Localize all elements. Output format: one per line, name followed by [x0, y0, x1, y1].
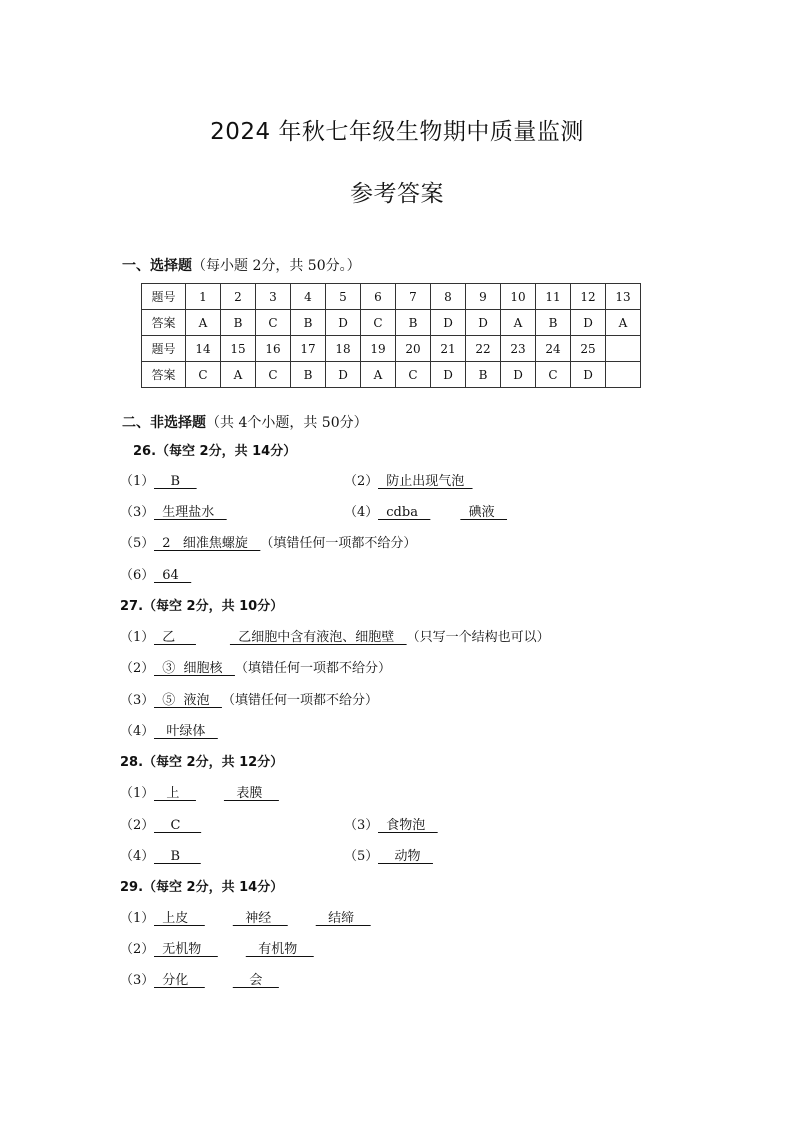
- q28-answer-2: [120, 814, 201, 833]
- section-2-note: （共 4个小题，共 50分）: [206, 415, 368, 431]
- item-number: （3）: [120, 973, 155, 988]
- item-number: （3）: [120, 693, 155, 708]
- section-1-heading: [122, 255, 361, 275]
- answer-blank: 上: [154, 786, 196, 801]
- q29-answer-2: [120, 938, 314, 957]
- table-cell: B: [291, 310, 326, 336]
- q26-heading: 26.（每空 2分，共 14分）: [133, 444, 297, 459]
- item-number: （2）: [120, 818, 155, 833]
- section-1-note: （每小题 2分，共 50分。）: [192, 258, 361, 274]
- answer-blank: 会: [232, 973, 279, 988]
- table-row: [142, 336, 641, 362]
- item-number: （1）: [120, 630, 155, 645]
- table-row: [142, 362, 641, 388]
- item-number: （1）: [120, 911, 155, 926]
- item-number: （2）: [120, 661, 155, 676]
- section-2-heading: [122, 412, 368, 432]
- table-cell: 13: [606, 284, 641, 310]
- answer-blank: 叶绿体: [154, 724, 218, 739]
- table-cell: [606, 362, 641, 388]
- q29-answer-1: [120, 907, 371, 926]
- answer-blank: C: [154, 818, 202, 833]
- table-cell: 14: [186, 336, 221, 362]
- answer-blank: B: [154, 474, 197, 489]
- table-cell: A: [501, 310, 536, 336]
- table-cell: 5: [326, 284, 361, 310]
- answer-blank: 防止出现气泡: [378, 474, 473, 489]
- item-number: （2）: [344, 474, 379, 489]
- answer-note: （填错任何一项都不给分）: [221, 693, 378, 708]
- answer-blank: 神经: [232, 911, 288, 926]
- table-cell: D: [571, 362, 606, 388]
- table-cell: D: [326, 310, 361, 336]
- table-header-cell: 题号: [142, 336, 186, 362]
- table-cell: D: [326, 362, 361, 388]
- table-cell: B: [291, 362, 326, 388]
- table-cell: 24: [536, 336, 571, 362]
- answer-blank: 无机物: [154, 942, 218, 957]
- q27-answer-3: [120, 689, 378, 708]
- table-cell: 16: [256, 336, 291, 362]
- table-row: [142, 310, 641, 336]
- table-cell: 2: [221, 284, 256, 310]
- item-number: （2）: [120, 942, 155, 957]
- q26-answer-6: [120, 564, 191, 583]
- answer-note: （填错任何一项都不给分）: [260, 536, 417, 551]
- q28-answer-4: [120, 845, 201, 864]
- page-title: 2024 年秋七年级生物期中质量监测: [210, 119, 584, 145]
- table-cell: A: [186, 310, 221, 336]
- item-number: （1）: [120, 786, 155, 801]
- section-1-title: 一、选择题: [122, 258, 192, 274]
- q28-answer-5: [344, 845, 433, 864]
- q27-answer-2: [120, 657, 391, 676]
- answer-blank: 表膜: [223, 786, 279, 801]
- table-cell: C: [396, 362, 431, 388]
- answer-blank: 64: [154, 568, 192, 583]
- table-cell: C: [186, 362, 221, 388]
- table-cell: 10: [501, 284, 536, 310]
- table-cell: 12: [571, 284, 606, 310]
- table-cell: 3: [256, 284, 291, 310]
- table-header-cell: 答案: [142, 362, 186, 388]
- table-cell: C: [361, 310, 396, 336]
- answer-blank: 2 细准焦螺旋: [154, 536, 261, 551]
- table-cell: 17: [291, 336, 326, 362]
- answer-blank: 碘液: [460, 505, 508, 520]
- table-cell: 9: [466, 284, 501, 310]
- table-header-cell: 答案: [142, 310, 186, 336]
- item-number: （3）: [344, 818, 379, 833]
- table-cell: 8: [431, 284, 466, 310]
- table-row: [142, 284, 641, 310]
- table-cell: 1: [186, 284, 221, 310]
- item-number: （5）: [120, 536, 155, 551]
- table-cell: 19: [361, 336, 396, 362]
- table-cell: [606, 336, 641, 362]
- q28-answer-1: [120, 782, 279, 801]
- table-cell: D: [466, 310, 501, 336]
- table-cell: B: [466, 362, 501, 388]
- q29-heading: 29.（每空 2分，共 14分）: [120, 880, 284, 895]
- item-number: （3）: [120, 505, 155, 520]
- answer-blank: B: [154, 849, 201, 864]
- q28-answer-3: [344, 814, 438, 833]
- table-cell: 22: [466, 336, 501, 362]
- table-cell: 15: [221, 336, 256, 362]
- q26-answer-5: [120, 532, 416, 551]
- table-cell: 6: [361, 284, 396, 310]
- item-number: （1）: [120, 474, 155, 489]
- table-cell: 25: [571, 336, 606, 362]
- table-cell: C: [536, 362, 571, 388]
- answer-blank: 动物: [378, 849, 433, 864]
- answer-note: （填错任何一项都不给分）: [234, 661, 391, 676]
- answer-blank: 有机物: [245, 942, 314, 957]
- table-cell: B: [396, 310, 431, 336]
- table-cell: D: [431, 362, 466, 388]
- table-cell: C: [256, 310, 291, 336]
- q26-answer-1: [120, 470, 197, 489]
- answer-blank: 乙细胞中含有液泡、细胞壁: [229, 630, 407, 645]
- answer-blank: 食物泡: [378, 818, 438, 833]
- q27-answer-4: [120, 720, 218, 739]
- table-cell: 7: [396, 284, 431, 310]
- table-cell: 20: [396, 336, 431, 362]
- item-number: （4）: [344, 505, 379, 520]
- answer-blank: 结缔: [315, 911, 371, 926]
- table-cell: 11: [536, 284, 571, 310]
- table-cell: D: [501, 362, 536, 388]
- q28-heading: 28.（每空 2分，共 12分）: [120, 755, 284, 770]
- answer-blank: cdba: [378, 505, 431, 520]
- item-number: （5）: [344, 849, 379, 864]
- table-cell: 4: [291, 284, 326, 310]
- answer-blank: ③ 细胞核: [154, 661, 235, 676]
- table-cell: 23: [501, 336, 536, 362]
- answer-blank: 上皮: [154, 911, 205, 926]
- item-number: （6）: [120, 568, 155, 583]
- answer-table: [141, 283, 641, 388]
- q29-answer-3: [120, 969, 279, 988]
- table-cell: B: [536, 310, 571, 336]
- table-cell: A: [361, 362, 396, 388]
- table-header-cell: 题号: [142, 284, 186, 310]
- answer-blank: 乙: [154, 630, 196, 645]
- answer-note: （只写一个结构也可以）: [406, 630, 550, 645]
- q27-heading: 27.（每空 2分，共 10分）: [120, 599, 284, 614]
- item-number: （4）: [120, 724, 155, 739]
- table-cell: 21: [431, 336, 466, 362]
- table-cell: D: [571, 310, 606, 336]
- q26-answer-2: [344, 470, 473, 489]
- table-cell: B: [221, 310, 256, 336]
- page-subtitle: 参考答案: [350, 181, 444, 207]
- q27-answer-1: [120, 626, 550, 645]
- table-cell: 18: [326, 336, 361, 362]
- q26-answer-3: [120, 501, 227, 520]
- answer-blank: 生理盐水: [154, 505, 227, 520]
- answer-blank: 分化: [154, 973, 205, 988]
- table-cell: C: [256, 362, 291, 388]
- table-cell: A: [606, 310, 641, 336]
- table-cell: D: [431, 310, 466, 336]
- answer-blank: ⑤ 液泡: [154, 693, 222, 708]
- q26-answer-4: [344, 501, 507, 520]
- section-2-title: 二、非选择题: [122, 415, 206, 431]
- item-number: （4）: [120, 849, 155, 864]
- table-cell: A: [221, 362, 256, 388]
